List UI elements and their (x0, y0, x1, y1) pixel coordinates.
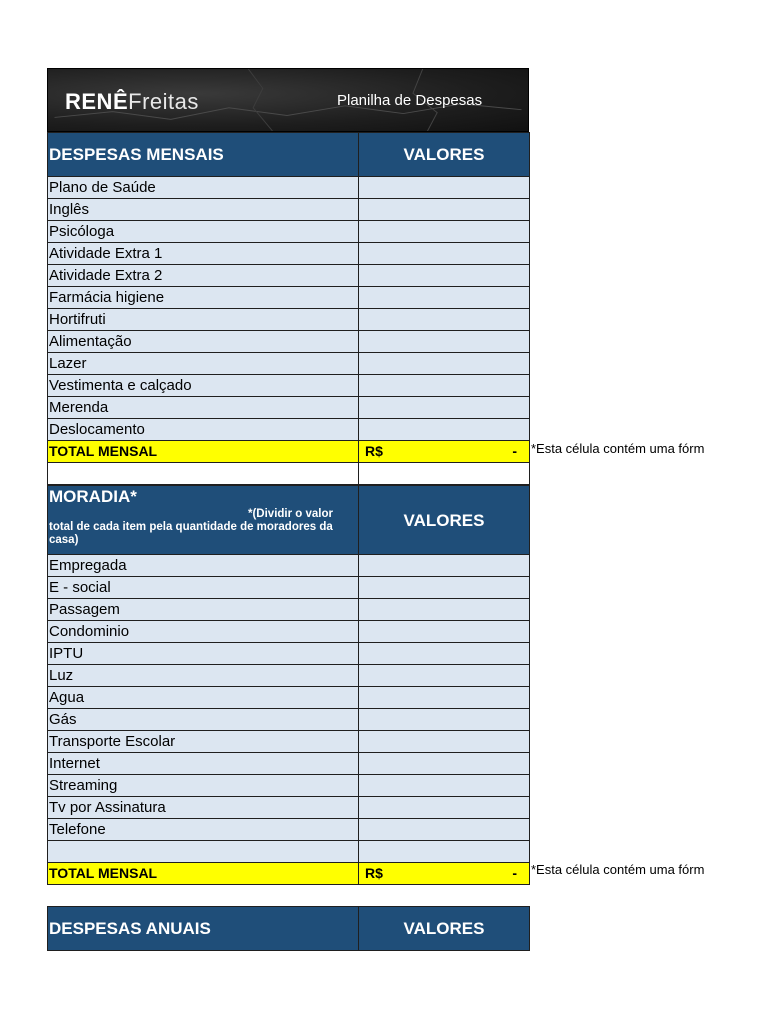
moradia-note-line1: *(Dividir o valor (248, 508, 333, 520)
item-value-cell[interactable] (359, 599, 530, 621)
table-row (48, 797, 530, 819)
item-value-cell[interactable] (359, 665, 530, 687)
item-value-cell[interactable] (359, 709, 530, 731)
anuais-table (47, 906, 530, 951)
formula-note: *Esta célula contém uma fórm (531, 862, 705, 877)
table-row (48, 353, 530, 375)
empty-cell[interactable] (359, 463, 530, 485)
item-label-cell[interactable]: Plano de Saúde (48, 177, 359, 199)
anuais-values-header[interactable]: VALORES (359, 907, 530, 951)
item-label-cell[interactable]: Atividade Extra 2 (48, 265, 359, 287)
item-label-cell[interactable]: Merenda (48, 397, 359, 419)
item-value-cell[interactable] (359, 577, 530, 599)
table-row (48, 775, 530, 797)
item-value-cell[interactable] (359, 309, 530, 331)
item-label-cell[interactable]: Atividade Extra 1 (48, 243, 359, 265)
item-value-cell[interactable] (359, 687, 530, 709)
item-value-cell[interactable] (359, 731, 530, 753)
total-value: - (512, 865, 517, 881)
item-label-cell[interactable]: Lazer (48, 353, 359, 375)
table-row (48, 397, 530, 419)
moradia-values-header[interactable]: VALORES (359, 486, 530, 555)
item-label-cell[interactable]: Agua (48, 687, 359, 709)
currency-symbol: R$ (365, 865, 383, 881)
table-row (48, 199, 530, 221)
item-value-cell[interactable] (359, 819, 530, 841)
item-label-cell[interactable]: Gás (48, 709, 359, 731)
table-row (48, 555, 530, 577)
anuais-header[interactable]: DESPESAS ANUAIS (48, 907, 359, 951)
item-value-cell[interactable] (359, 221, 530, 243)
item-label-cell[interactable]: Telefone (48, 819, 359, 841)
item-value-cell[interactable] (359, 177, 530, 199)
table-row (48, 265, 530, 287)
mensais-values-header[interactable]: VALORES (359, 133, 530, 177)
item-value-cell[interactable] (359, 287, 530, 309)
table-row (48, 665, 530, 687)
table-row (48, 599, 530, 621)
table-row (48, 709, 530, 731)
total-value: - (512, 443, 517, 459)
item-label-cell[interactable]: Vestimenta e calçado (48, 375, 359, 397)
item-label-cell[interactable]: Hortifruti (48, 309, 359, 331)
total-value-cell[interactable] (359, 441, 530, 463)
item-value-cell[interactable] (359, 775, 530, 797)
item-value-cell[interactable] (359, 419, 530, 441)
item-value-cell[interactable] (359, 397, 530, 419)
table-row (48, 419, 530, 441)
total-value-cell[interactable] (359, 863, 530, 885)
table-row (48, 287, 530, 309)
total-label[interactable]: TOTAL MENSAL (48, 863, 359, 885)
table-row (48, 177, 530, 199)
moradia-note-line2: total de cada item pela quantidade de moradores da casa) (49, 521, 333, 546)
item-label-cell[interactable]: Alimentação (48, 331, 359, 353)
item-label-cell[interactable]: Transporte Escolar (48, 731, 359, 753)
banner (47, 68, 529, 132)
mensais-header[interactable]: DESPESAS MENSAIS (48, 133, 359, 177)
mensais-table (47, 132, 530, 485)
table-row (48, 819, 530, 841)
item-label-cell[interactable]: Deslocamento (48, 419, 359, 441)
formula-note: *Esta célula contém uma fórm (531, 441, 705, 456)
item-value-cell[interactable] (359, 199, 530, 221)
item-value-cell[interactable] (359, 643, 530, 665)
table-row (48, 643, 530, 665)
table-row (48, 577, 530, 599)
moradia-header: MORADIA* (49, 487, 137, 506)
item-label-cell[interactable]: Farmácia higiene (48, 287, 359, 309)
item-label-cell[interactable]: Psicóloga (48, 221, 359, 243)
item-value-cell[interactable] (359, 243, 530, 265)
logo-bold-text: RENÊ (65, 89, 129, 114)
table-row (48, 243, 530, 265)
item-value-cell[interactable] (359, 375, 530, 397)
item-label-cell[interactable]: Luz (48, 665, 359, 687)
item-label-cell[interactable]: Streaming (48, 775, 359, 797)
table-row (48, 621, 530, 643)
item-label-cell[interactable]: E - social (48, 577, 359, 599)
item-value-cell[interactable] (359, 621, 530, 643)
empty-row (48, 841, 530, 863)
item-label-cell[interactable]: Empregada (48, 555, 359, 577)
total-row (48, 441, 530, 463)
item-label-cell[interactable]: Inglês (48, 199, 359, 221)
empty-row (48, 463, 530, 485)
empty-cell[interactable] (359, 841, 530, 863)
currency-symbol: R$ (365, 443, 383, 459)
brand-logo (65, 89, 199, 115)
spacer (47, 885, 529, 906)
item-label-cell[interactable]: Passagem (48, 599, 359, 621)
spreadsheet (47, 68, 529, 951)
banner-title: Planilha de Despesas (337, 92, 483, 109)
moradia-table (47, 485, 530, 885)
logo-light-text: Freitas (128, 89, 199, 114)
item-label-cell[interactable]: IPTU (48, 643, 359, 665)
total-label[interactable]: TOTAL MENSAL (48, 441, 359, 463)
empty-cell[interactable] (48, 841, 359, 863)
item-value-cell[interactable] (359, 797, 530, 819)
item-value-cell[interactable] (359, 555, 530, 577)
moradia-header-cell[interactable] (48, 486, 359, 555)
item-value-cell[interactable] (359, 353, 530, 375)
table-row (48, 375, 530, 397)
item-value-cell[interactable] (359, 265, 530, 287)
item-value-cell[interactable] (359, 331, 530, 353)
table-row (48, 731, 530, 753)
item-label-cell[interactable]: Tv por Assinatura (48, 797, 359, 819)
total-row (48, 863, 530, 885)
table-row (48, 309, 530, 331)
item-label-cell[interactable]: Condominio (48, 621, 359, 643)
table-row (48, 687, 530, 709)
table-row (48, 221, 530, 243)
item-label-cell[interactable]: Internet (48, 753, 359, 775)
table-row (48, 331, 530, 353)
empty-cell[interactable] (48, 463, 359, 485)
item-value-cell[interactable] (359, 753, 530, 775)
table-row (48, 753, 530, 775)
